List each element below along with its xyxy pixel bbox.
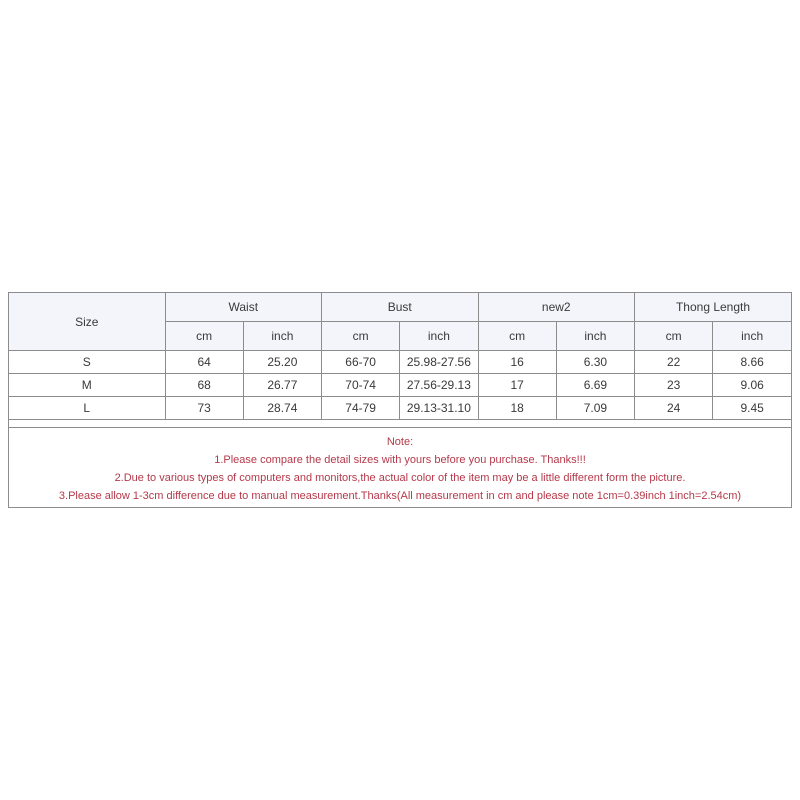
table-cell: 6.30 xyxy=(556,351,634,374)
size-chart xyxy=(8,292,792,508)
size-cell: S xyxy=(9,351,165,374)
group-header-waist: Waist xyxy=(165,293,322,322)
group-header-bust: Bust xyxy=(322,293,479,322)
table-cell: 28.74 xyxy=(243,397,321,420)
table-cell: 18 xyxy=(478,397,556,420)
table-cell: 9.06 xyxy=(713,374,791,397)
table-row xyxy=(9,374,791,397)
table-cell: 64 xyxy=(165,351,243,374)
unit-header: cm xyxy=(635,322,713,351)
table-cell: 8.66 xyxy=(713,351,791,374)
table-cell: 17 xyxy=(478,374,556,397)
table-row xyxy=(9,351,791,374)
group-header-row xyxy=(9,293,791,322)
table-cell: 6.69 xyxy=(556,374,634,397)
unit-header: inch xyxy=(400,322,478,351)
unit-header: cm xyxy=(478,322,556,351)
size-header: Size xyxy=(9,293,165,351)
table-cell: 68 xyxy=(165,374,243,397)
table-cell: 24 xyxy=(635,397,713,420)
table-cell: 66-70 xyxy=(322,351,400,374)
unit-header: cm xyxy=(322,322,400,351)
table-cell: 73 xyxy=(165,397,243,420)
table-cell: 70-74 xyxy=(322,374,400,397)
table-cell: 29.13-31.10 xyxy=(400,397,478,420)
size-cell: L xyxy=(9,397,165,420)
table-cell: 22 xyxy=(635,351,713,374)
unit-header: cm xyxy=(165,322,243,351)
note-line-3: 3.Please allow 1-3cm difference due to manual measurement.Thanks(All measurement in cm and please note 1cm=0.39inch 1inch=2.54cm) xyxy=(58,490,742,502)
unit-header: inch xyxy=(556,322,634,351)
table-cell: 16 xyxy=(478,351,556,374)
group-header-new2: new2 xyxy=(478,293,635,322)
unit-header: inch xyxy=(713,322,791,351)
notes-section xyxy=(9,427,791,507)
table-cell: 7.09 xyxy=(556,397,634,420)
table-cell: 74-79 xyxy=(322,397,400,420)
unit-header: inch xyxy=(243,322,321,351)
table-cell: 23 xyxy=(635,374,713,397)
table-cell: 26.77 xyxy=(243,374,321,397)
table-cell: 25.98-27.56 xyxy=(400,351,478,374)
table-cell: 25.20 xyxy=(243,351,321,374)
group-header-thong-length: Thong Length xyxy=(635,293,792,322)
note-line-2: 2.Due to various types of computers and monitors,the actual color of the item may be a little different form the picture. xyxy=(114,472,686,484)
size-table xyxy=(9,293,791,420)
table-row xyxy=(9,397,791,420)
table-cell: 27.56-29.13 xyxy=(400,374,478,397)
size-cell: M xyxy=(9,374,165,397)
note-line-1: 1.Please compare the detail sizes with yours before you purchase. Thanks!!! xyxy=(214,454,586,466)
notes-title: Note: xyxy=(386,436,414,448)
table-cell: 9.45 xyxy=(713,397,791,420)
